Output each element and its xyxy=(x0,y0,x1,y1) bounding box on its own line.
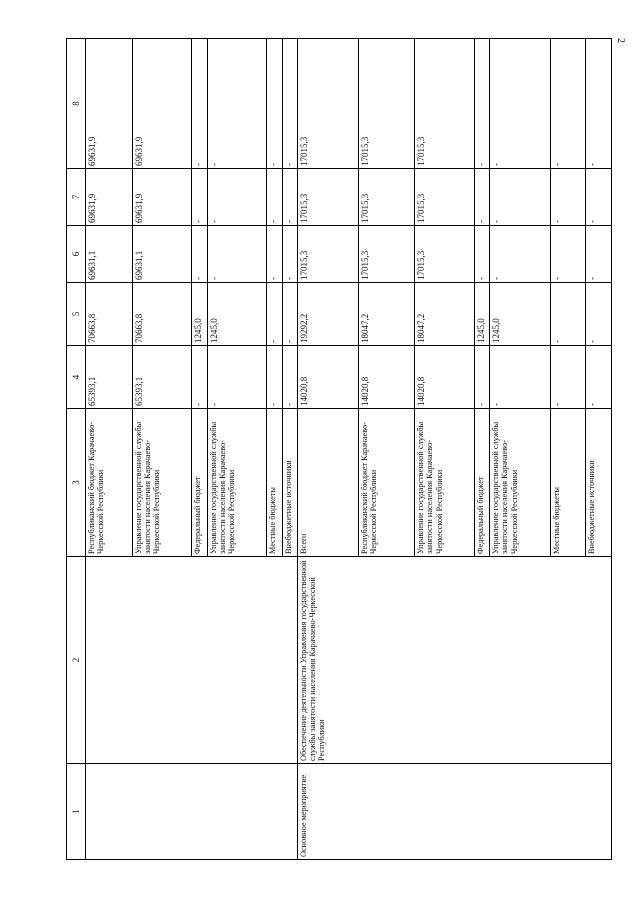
value-cell: - xyxy=(267,39,282,169)
value-cell: 17015,3 xyxy=(297,169,358,226)
value-cell: - xyxy=(207,169,267,226)
table-row xyxy=(85,39,132,860)
value-cell: 14020,8 xyxy=(358,346,414,409)
value-cell: - xyxy=(550,283,585,346)
value-cell: 17015,3 xyxy=(297,226,358,283)
source-cell: Внебюджетные источники xyxy=(586,409,612,557)
source-cell: Республиканский бюджет Карачаево-Черкесской Республики xyxy=(358,409,414,557)
value-cell: 17015,3 xyxy=(358,169,414,226)
value-cell: 18047,2 xyxy=(415,283,475,346)
source-cell: Управление государственной службы занятости населения Карачаево-Черкесской Республики xyxy=(490,409,551,557)
value-cell: - xyxy=(550,39,585,169)
rotated-table-wrapper xyxy=(66,39,612,860)
value-cell: 18047,2 xyxy=(358,283,414,346)
value-cell: - xyxy=(207,39,267,169)
value-cell: 69631,1 xyxy=(132,226,192,283)
value-cell: - xyxy=(267,346,282,409)
value-cell: 69631,9 xyxy=(132,169,192,226)
value-cell: - xyxy=(192,169,207,226)
value-cell: 70663,8 xyxy=(85,283,132,346)
col-header-2: 2 xyxy=(67,557,86,764)
name-cell-empty xyxy=(85,557,297,764)
value-cell: - xyxy=(207,226,267,283)
value-cell: - xyxy=(192,226,207,283)
source-cell: Управление государственной службы занятости населения Карачаево-Черкесской Республики xyxy=(132,409,192,557)
value-cell: 1245,0 xyxy=(207,283,267,346)
value-cell: 1245,0 xyxy=(474,283,489,346)
value-cell: - xyxy=(282,283,297,346)
value-cell: 65393,1 xyxy=(85,346,132,409)
source-cell: Местные бюджеты xyxy=(267,409,282,557)
value-cell: 65393,1 xyxy=(132,346,192,409)
budget-table xyxy=(66,38,612,860)
value-cell: 69631,1 xyxy=(85,226,132,283)
value-cell: - xyxy=(474,39,489,169)
source-cell: Управление государственной службы занятости населения Карачаево-Черкесской Республики xyxy=(207,409,267,557)
source-cell: Федеральный бюджет xyxy=(192,409,207,557)
value-cell: 17015,3 xyxy=(415,226,475,283)
status-cell-empty xyxy=(85,764,297,860)
col-header-8: 8 xyxy=(67,39,86,169)
value-cell: 17015,3 xyxy=(358,39,414,169)
value-cell: - xyxy=(267,169,282,226)
value-cell: 19292,2 xyxy=(297,283,358,346)
value-cell: - xyxy=(490,169,551,226)
value-cell: - xyxy=(267,226,282,283)
col-header-6: 6 xyxy=(67,226,86,283)
source-cell: Всего xyxy=(297,409,358,557)
value-cell: - xyxy=(474,346,489,409)
page-number: 2 xyxy=(615,38,626,43)
col-header-1: 1 xyxy=(67,764,86,860)
col-header-5: 5 xyxy=(67,283,86,346)
value-cell: 17015,3 xyxy=(297,39,358,169)
value-cell: - xyxy=(490,346,551,409)
source-cell: Местные бюджеты xyxy=(550,409,585,557)
value-cell: 1245,0 xyxy=(490,283,551,346)
col-header-4: 4 xyxy=(67,346,86,409)
source-cell: Управление государственной службы занятости населения Карачаево-Черкесской Республики xyxy=(415,409,475,557)
value-cell: - xyxy=(282,346,297,409)
source-cell: Федеральный бюджет xyxy=(474,409,489,557)
value-cell: - xyxy=(207,346,267,409)
status-cell: Основное мероприятие xyxy=(297,764,611,860)
value-cell: - xyxy=(550,226,585,283)
value-cell: - xyxy=(474,169,489,226)
value-cell: - xyxy=(192,346,207,409)
value-cell: - xyxy=(267,283,282,346)
value-cell: 1245,0 xyxy=(192,283,207,346)
value-cell: - xyxy=(586,346,612,409)
value-cell: - xyxy=(490,39,551,169)
value-cell: - xyxy=(586,169,612,226)
value-cell: - xyxy=(550,346,585,409)
value-cell: - xyxy=(474,226,489,283)
header-row xyxy=(67,39,86,860)
col-header-3: 3 xyxy=(67,409,86,557)
value-cell: 14020,8 xyxy=(415,346,475,409)
value-cell: 14020,8 xyxy=(297,346,358,409)
value-cell: - xyxy=(586,283,612,346)
value-cell: - xyxy=(586,39,612,169)
table-row xyxy=(297,39,358,860)
source-cell: Внебюджетные источники xyxy=(282,409,297,557)
value-cell: - xyxy=(282,169,297,226)
value-cell: - xyxy=(192,39,207,169)
value-cell: 17015,3 xyxy=(358,226,414,283)
value-cell: 69631,9 xyxy=(132,39,192,169)
col-header-7: 7 xyxy=(67,169,86,226)
value-cell: - xyxy=(586,226,612,283)
value-cell: - xyxy=(550,169,585,226)
value-cell: 17015,3 xyxy=(415,39,475,169)
value-cell: 69631,9 xyxy=(85,39,132,169)
source-cell: Республиканский бюджет Карачаево-Черкесской Республики xyxy=(85,409,132,557)
value-cell: - xyxy=(490,226,551,283)
value-cell: 70663,8 xyxy=(132,283,192,346)
value-cell: - xyxy=(282,226,297,283)
value-cell: 17015,3 xyxy=(415,169,475,226)
value-cell: - xyxy=(282,39,297,169)
event-name-cell: Обеспечение деятельности Управления государственной службы занятости населения Карачаево-Черкесской Республики xyxy=(297,557,611,764)
value-cell: 69631,9 xyxy=(85,169,132,226)
